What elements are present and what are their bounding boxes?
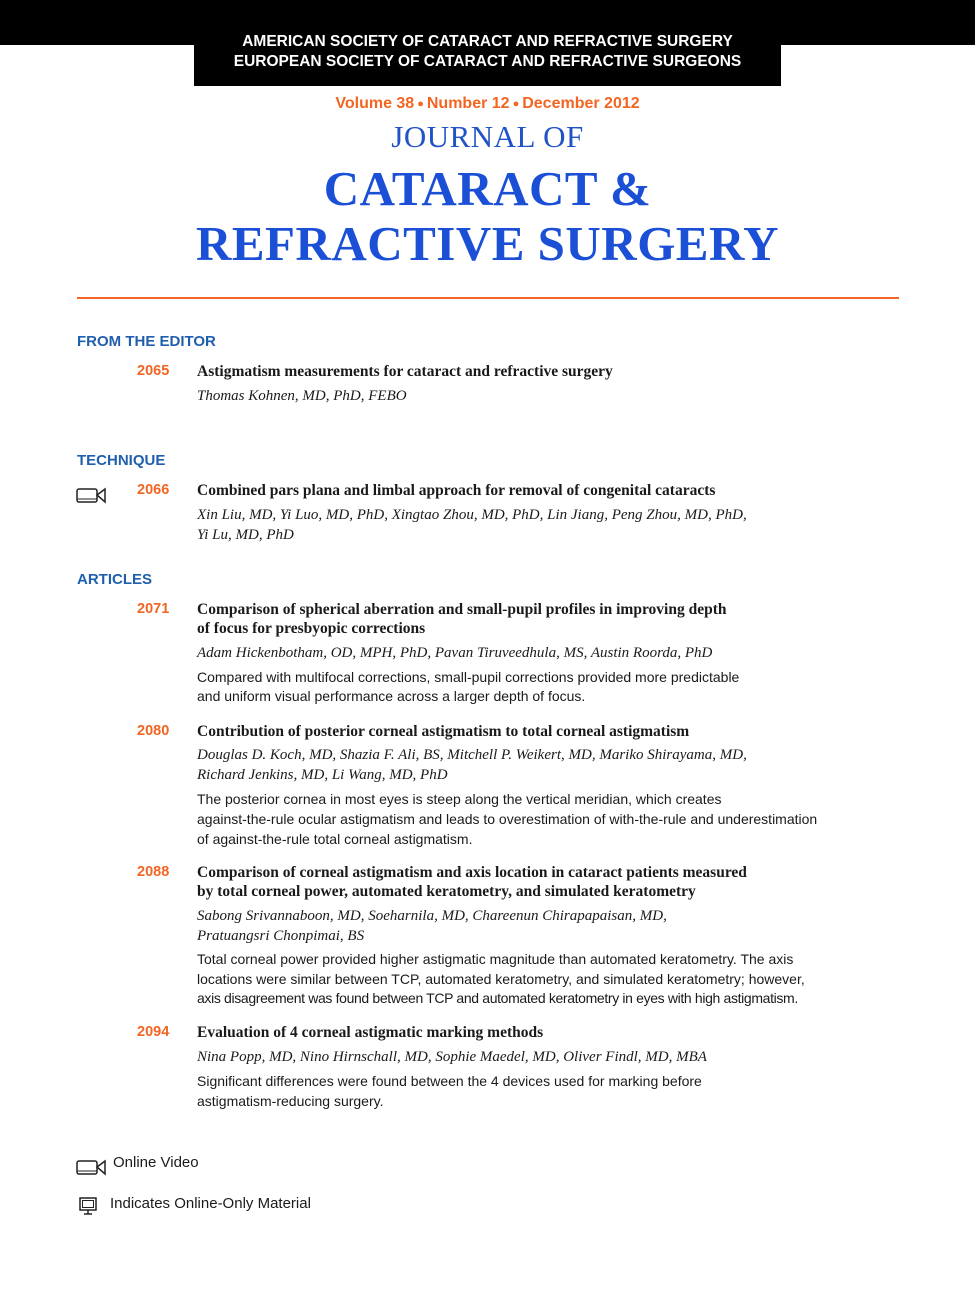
- article-abstract-line-1: Significant differences were found between the 4 devices used for marking before: [197, 1073, 702, 1089]
- article-title-line-1[interactable]: Comparison of spherical aberration and small-pupil profiles in improving depth: [197, 601, 727, 618]
- article-abstract-line-3: of against-the-rule total corneal astigmatism.: [197, 831, 473, 847]
- society-line-2: EUROPEAN SOCIETY OF CATARACT AND REFRACTIVE SURGEONS: [233, 52, 742, 70]
- page-number[interactable]: 2094: [137, 1024, 170, 1040]
- legend-online-only: Indicates Online-Only Material: [110, 1195, 311, 1212]
- society-header: [194, 28, 781, 86]
- issue-date: December 2012: [522, 95, 640, 112]
- article-authors-line-2: Richard Jenkins, MD, Li Wang, MD, PhD: [197, 767, 448, 783]
- article-abstract-line-2: astigmatism-reducing surgery.: [197, 1093, 384, 1109]
- section-heading-technique: TECHNIQUE: [77, 452, 166, 469]
- page-number[interactable]: 2071: [137, 601, 170, 617]
- page-number[interactable]: 2088: [137, 864, 170, 880]
- article-abstract-line-2: locations were similar between TCP, automated keratometry, and simulated keratometry; however,: [197, 971, 805, 987]
- section-heading-editor: FROM THE EDITOR: [77, 333, 216, 350]
- article-abstract-line-1: The posterior cornea in most eyes is steep along the vertical meridian, which creates: [197, 791, 722, 807]
- article-authors: Adam Hickenbotham, OD, MPH, PhD, Pavan Tiruveedhula, MS, Austin Roorda, PhD: [197, 645, 713, 661]
- page-number[interactable]: 2065: [137, 363, 170, 379]
- article-authors-line-2: Yi Lu, MD, PhD: [197, 527, 294, 543]
- section-heading-articles: ARTICLES: [77, 571, 152, 588]
- article-title[interactable]: Contribution of posterior corneal astigmatism to total corneal astigmatism: [197, 723, 690, 740]
- article-abstract-line-1: Total corneal power provided higher astigmatic magnitude than automated keratometry. The axis: [197, 951, 794, 967]
- article-abstract-line-2: and uniform visual performance across a larger depth of focus.: [197, 688, 586, 704]
- divider: [77, 297, 899, 299]
- article-authors-line-2: Pratuangsri Chonpimai, BS: [197, 928, 365, 944]
- article-abstract-line-3: axis disagreement was found between TCP and automated keratometry in eyes with high astigmatism.: [197, 990, 798, 1006]
- video-camera-icon: [76, 1158, 106, 1176]
- bullet-icon: ●: [417, 97, 424, 110]
- issue-info: [0, 95, 975, 113]
- journal-title-line-2: REFRACTIVE SURGERY: [195, 216, 780, 271]
- article-abstract-line-2: against-the-rule ocular astigmatism and leads to overestimation of with-the-rule and underestimation: [197, 811, 818, 827]
- article-title[interactable]: Astigmatism measurements for cataract and refractive surgery: [197, 363, 613, 380]
- article-authors: Thomas Kohnen, MD, PhD, FEBO: [197, 388, 407, 404]
- journal-of-label: JOURNAL OF: [391, 119, 584, 154]
- volume: Volume 38: [335, 95, 415, 112]
- issue-number: Number 12: [426, 95, 510, 112]
- article-title-line-1[interactable]: Comparison of corneal astigmatism and axis location in cataract patients measured: [197, 864, 747, 881]
- legend-online-video: Online Video: [113, 1154, 199, 1171]
- page-number[interactable]: 2066: [137, 482, 170, 498]
- article-abstract-line-1: Compared with multifocal corrections, small-pupil corrections provided more predictable: [197, 669, 740, 685]
- article-authors: Nina Popp, MD, Nino Hirnschall, MD, Sophie Maedel, MD, Oliver Findl, MD, MBA: [197, 1049, 707, 1065]
- journal-title-line-1: CATARACT &: [323, 161, 652, 216]
- video-camera-icon[interactable]: [76, 486, 106, 504]
- article-authors-line-1: Xin Liu, MD, Yi Luo, MD, PhD, Xingtao Zhou, MD, PhD, Lin Jiang, Peng Zhou, MD, PhD,: [197, 507, 747, 523]
- bullet-icon: ●: [512, 97, 520, 110]
- page-number[interactable]: 2080: [137, 723, 170, 739]
- article-authors-line-1: Sabong Srivannaboon, MD, Soeharnila, MD, Chareenun Chirapapaisan, MD,: [197, 908, 667, 924]
- article-authors-line-1: Douglas D. Koch, MD, Shazia F. Ali, BS, Mitchell P. Weikert, MD, Mariko Shirayama, MD,: [197, 747, 747, 763]
- article-title-line-2[interactable]: of focus for presbyopic corrections: [197, 620, 426, 637]
- article-title-line-2[interactable]: by total corneal power, automated keratometry, and simulated keratometry: [197, 883, 696, 900]
- computer-monitor-icon: [78, 1196, 98, 1216]
- society-line-1: AMERICAN SOCIETY OF CATARACT AND REFRACTIVE SURGERY: [242, 33, 733, 50]
- article-title[interactable]: Evaluation of 4 corneal astigmatic marking methods: [197, 1024, 544, 1041]
- article-title[interactable]: Combined pars plana and limbal approach for removal of congenital cataracts: [197, 482, 716, 499]
